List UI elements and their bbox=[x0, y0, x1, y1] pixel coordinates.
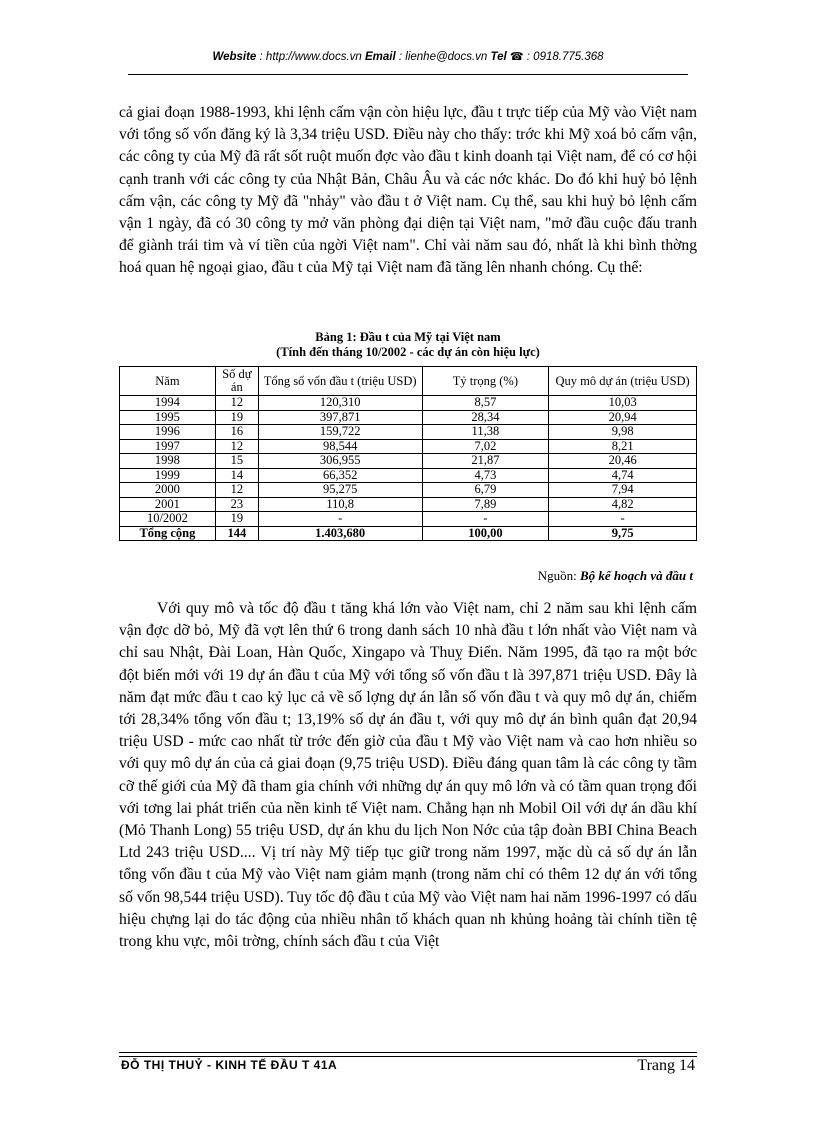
body-paragraph-1: cả giai đoạn 1988-1993, khi lệnh cấm vận còn hiệu lực, đầu t trực tiếp của Mỹ vào Việt nam với tổng số vốn đăng ký là 3,34 triệu USD. Điều này cho thấy: trớc khi Mỹ xoá bỏ cấm vận, các công ty của Mỹ đã rất sốt ruột muốn đợc vào đầu t kinh doanh tại Việt nam, để có cơ hội cạnh tranh với các công ty của Nhật Bản, Châu Âu và các nớc khác. Do đó khi huỷ bỏ lệnh cấm vận, các công ty Mỹ đã "nhảy" vào đầu t ở Việt nam. Cụ thể, sau khi huỷ bỏ lệnh cấm vận 1 ngày, đã có 30 công ty mở văn phòng đại diện tại Việt nam, "mở đầu cuộc đấu tranh để giành trái tim và ví tiền của ngời Việt nam". Chỉ vài năm sau đó, nhất là khi bình thờng hoá quan hệ ngoại giao, đầu t của Mỹ tại Việt nam đã tăng lên nhanh chóng. Cụ thể: bbox=[119, 104, 697, 277]
table-cell: 159,722 bbox=[258, 425, 422, 440]
table-cell: 4,74 bbox=[549, 468, 697, 483]
website-value[interactable]: : http://www.docs.vn bbox=[259, 51, 362, 63]
table-cell: 9,98 bbox=[549, 425, 697, 440]
table-cell: 7,94 bbox=[549, 483, 697, 498]
col-header-projects: Số dự án bbox=[215, 367, 258, 396]
table-cell: 110,8 bbox=[258, 497, 422, 512]
table-cell: 23 bbox=[215, 497, 258, 512]
table-row bbox=[120, 468, 697, 483]
table-cell: 1998 bbox=[120, 454, 216, 469]
table-cell: 2001 bbox=[120, 497, 216, 512]
table-row bbox=[120, 497, 697, 512]
table-cell: 98,544 bbox=[258, 439, 422, 454]
website-label: Website bbox=[212, 51, 257, 63]
table-cell: 4,73 bbox=[422, 468, 549, 483]
table-cell: 12 bbox=[215, 483, 258, 498]
table-cell: 1996 bbox=[120, 425, 216, 440]
table-cell: 19 bbox=[215, 410, 258, 425]
page-header bbox=[0, 50, 816, 63]
table-row bbox=[120, 483, 697, 498]
table-row bbox=[120, 410, 697, 425]
table-cell: Tổng cộng bbox=[120, 526, 216, 541]
table-cell: 95,275 bbox=[258, 483, 422, 498]
table-cell: - bbox=[549, 512, 697, 527]
table-cell: 14 bbox=[215, 468, 258, 483]
table-cell: 306,955 bbox=[258, 454, 422, 469]
table-cell: 19 bbox=[215, 512, 258, 527]
table-cell: 4,82 bbox=[549, 497, 697, 512]
table-caption bbox=[119, 330, 697, 360]
table-cell: 15 bbox=[215, 454, 258, 469]
table-cell: 66,352 bbox=[258, 468, 422, 483]
tel-value: : 0918.775.368 bbox=[526, 51, 604, 63]
tel-label: Tel bbox=[490, 51, 507, 63]
table-subtitle: (Tính đến tháng 10/2002 - các dự án còn hiệu lực) bbox=[276, 345, 540, 359]
table-cell: 10,03 bbox=[549, 396, 697, 411]
table-title: Bảng 1: Đầu t của Mỹ tại Việt nam bbox=[315, 330, 501, 344]
table-cell: 28,34 bbox=[422, 410, 549, 425]
table-cell: 20,46 bbox=[549, 454, 697, 469]
table-row bbox=[120, 512, 697, 527]
header-divider bbox=[128, 74, 688, 75]
table-cell: 2000 bbox=[120, 483, 216, 498]
table-cell: 144 bbox=[215, 526, 258, 541]
table-cell: 1995 bbox=[120, 410, 216, 425]
footer-divider-secondary bbox=[119, 1056, 697, 1057]
table-header-row bbox=[120, 367, 697, 396]
table-cell: 21,87 bbox=[422, 454, 549, 469]
email-value[interactable]: : lienhe@docs.vn bbox=[398, 51, 488, 63]
table-cell: - bbox=[258, 512, 422, 527]
investment-table bbox=[119, 366, 697, 541]
table-row bbox=[120, 396, 697, 411]
page-number: Trang 14 bbox=[637, 1057, 695, 1074]
body-paragraph-2: Với quy mô và tốc độ đầu t tăng khá lớn vào Việt nam, chỉ 2 năm sau khi lệnh cấm vận đợc dỡ bỏ, Mỹ đã vợt lên thứ 6 trong danh sách 10 nhà đầu t lớn nhất vào Việt nam và chỉ sau Nhật, Đài Loan, Hàn Quốc, Xingapo và Thuỵ Điển. Năm 1995, đã tạo ra một bớc đột biến mới với 19 dự án đầu t của Mỹ với tổng số vốn đầu t là 397,871 triệu USD. Đây là năm đạt mức đầu t cao kỷ lục cả về số lợng dự án lẫn số vốn đầu t và quy mô dự án, chiếm tới 28,34% tổng vốn đầu t; 13,19% số dự án đầu t, với quy mô dự án bình quân đạt 20,94 triệu USD - mức cao nhất từ trớc đến giờ của đầu t Mỹ vào Việt nam và cao hơn nhiều so với quy mô dự án của cả giai đoạn (9,75 triệu USD). Điều đáng quan tâm là các công ty tầm cỡ thế giới của Mỹ đã tham gia chính với những dự án quy mô lớn và có tầm quan trọng đối với tơng lai phát triển của nền kinh tế Việt nam. Chẳng hạn nh Mobil Oil với dự án dầu khí (Mỏ Thanh Long) 55 triệu USD, dự án khu du lịch Non Nớc của tập đoàn BBI China Beach Ltd 243 triệu USD.... Vị trí này Mỹ tiếp tục giữ trong năm 1997, mặc dù cả số dự án lẫn tổng vốn đầu t của Mỹ vào Việt nam giảm mạnh (trong năm chỉ có thêm 12 dự án với tổng số vốn 98,544 triệu USD). Tuy tốc độ đầu t của Mỹ vào Việt nam hai năm 1996-1997 có dấu hiệu chựng lại do tác động của nhiều nhân tố khách quan nh khủng hoảng tài chính tiền tệ trong khu vực, môi trờng, chính sách đầu t của Việt bbox=[119, 600, 697, 951]
table-cell: 7,02 bbox=[422, 439, 549, 454]
table-cell: 1.403,680 bbox=[258, 526, 422, 541]
table-cell: 1999 bbox=[120, 468, 216, 483]
col-header-year: Năm bbox=[120, 367, 216, 396]
table-cell: 9,75 bbox=[549, 526, 697, 541]
table-cell: 8,21 bbox=[549, 439, 697, 454]
footer-divider bbox=[119, 1052, 697, 1053]
table-row bbox=[120, 454, 697, 469]
table-cell: 100,00 bbox=[422, 526, 549, 541]
email-label: Email bbox=[365, 51, 396, 63]
col-header-scale: Quy mô dự án (triệu USD) bbox=[549, 367, 697, 396]
table-source bbox=[119, 568, 693, 584]
table-cell: 12 bbox=[215, 396, 258, 411]
source-value: Bộ kế hoạch và đầu t bbox=[579, 568, 693, 583]
table-cell: 11,38 bbox=[422, 425, 549, 440]
source-label: Nguồn: bbox=[537, 568, 577, 583]
table-cell: 1997 bbox=[120, 439, 216, 454]
table-cell: 16 bbox=[215, 425, 258, 440]
table-row bbox=[120, 425, 697, 440]
col-header-capital: Tổng số vốn đầu t (triệu USD) bbox=[258, 367, 422, 396]
table-cell: 12 bbox=[215, 439, 258, 454]
footer-author: ĐỖ THỊ THUỶ - KINH TẾ ĐẦU T 41A bbox=[121, 1058, 338, 1072]
table-cell: 1994 bbox=[120, 396, 216, 411]
phone-icon: ☎ bbox=[509, 51, 524, 63]
table-cell: 10/2002 bbox=[120, 512, 216, 527]
table-cell: 6,79 bbox=[422, 483, 549, 498]
table-row bbox=[120, 439, 697, 454]
table-cell: 397,871 bbox=[258, 410, 422, 425]
table-cell: 7,89 bbox=[422, 497, 549, 512]
table-cell: 20,94 bbox=[549, 410, 697, 425]
table-cell: - bbox=[422, 512, 549, 527]
table-cell: 120,310 bbox=[258, 396, 422, 411]
col-header-share: Tỷ trọng (%) bbox=[422, 367, 549, 396]
table-total-row bbox=[120, 526, 697, 541]
table-cell: 8,57 bbox=[422, 396, 549, 411]
